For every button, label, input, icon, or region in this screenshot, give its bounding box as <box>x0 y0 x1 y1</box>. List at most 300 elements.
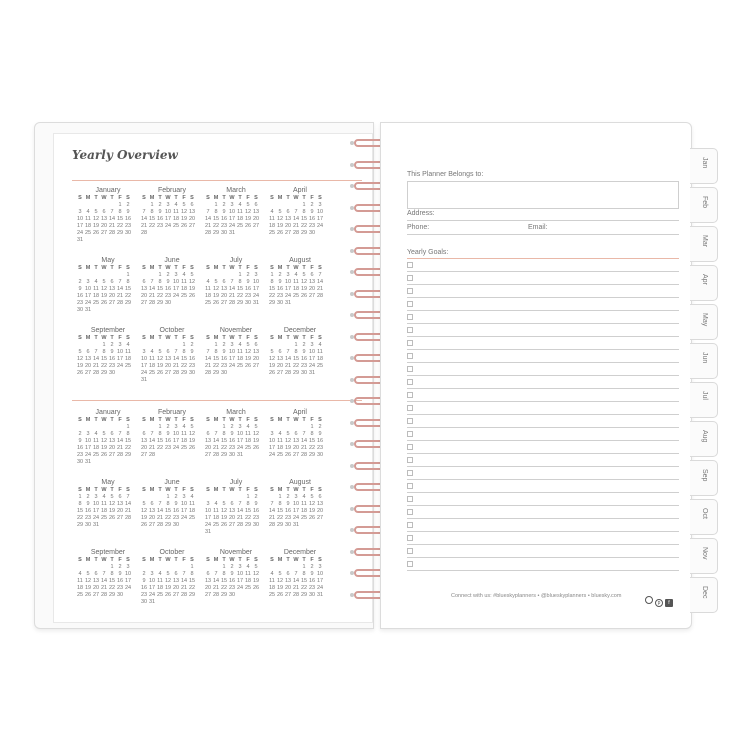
goal-line[interactable] <box>407 297 679 298</box>
day-cell: 17 <box>292 508 300 514</box>
day-cell: 26 <box>156 370 164 376</box>
day-cell: 4 <box>278 431 282 437</box>
day-cell: 3 <box>286 272 290 278</box>
day-cell: 18 <box>212 515 220 521</box>
empty-day <box>220 494 228 501</box>
empty-day <box>140 272 148 279</box>
day-cell: 16 <box>140 585 148 591</box>
day-cell: 23 <box>316 445 324 451</box>
goal-line[interactable] <box>407 570 679 571</box>
goal-checkbox[interactable] <box>407 288 413 294</box>
goal-checkbox[interactable] <box>407 522 413 528</box>
weekday-header: M <box>213 417 219 423</box>
goal-line[interactable] <box>407 310 679 311</box>
day-cell: 24 <box>124 585 132 591</box>
day-cell: 19 <box>268 363 276 369</box>
weekday-header: W <box>101 557 107 563</box>
day-cell: 17 <box>140 363 148 369</box>
day-cell: 19 <box>188 438 196 444</box>
goal-checkbox[interactable] <box>407 405 413 411</box>
day-cell: 19 <box>276 585 284 591</box>
goal-checkbox[interactable] <box>407 366 413 372</box>
goal-checkbox[interactable] <box>407 444 413 450</box>
day-cell: 26 <box>276 592 284 598</box>
phone-email-line[interactable] <box>407 234 679 235</box>
weekday-header: S <box>270 487 274 493</box>
day-cell: 30 <box>308 592 316 598</box>
weekday-header: T <box>286 487 290 493</box>
tab-label: Dec <box>701 586 708 599</box>
day-cell: 21 <box>140 223 148 229</box>
goal-line[interactable] <box>407 388 679 389</box>
tab-nov[interactable] <box>690 538 718 574</box>
goal-line[interactable] <box>407 375 679 376</box>
day-cell: 2 <box>222 342 226 348</box>
goal-checkbox[interactable] <box>407 327 413 333</box>
day-cell: 9 <box>78 438 82 444</box>
empty-day <box>148 342 156 349</box>
empty-day <box>76 272 84 279</box>
weekday-header: T <box>158 195 162 201</box>
day-cell: 13 <box>164 356 172 362</box>
pinterest-icon[interactable]: p <box>655 599 663 607</box>
day-cell: 2 <box>310 202 314 208</box>
day-cell: 20 <box>284 223 292 229</box>
day-cell: 24 <box>164 223 172 229</box>
day-cell: 16 <box>220 356 228 362</box>
day-cell: 31 <box>252 300 260 306</box>
day-cell: 28 <box>172 370 180 376</box>
day-cell: 17 <box>148 585 156 591</box>
day-cell: 9 <box>78 286 82 292</box>
day-cell: 31 <box>148 599 156 605</box>
weekday-header: M <box>85 557 91 563</box>
goal-checkbox[interactable] <box>407 379 413 385</box>
day-cell: 23 <box>308 223 316 229</box>
goal-checkbox[interactable] <box>407 275 413 281</box>
goal-line[interactable] <box>407 414 679 415</box>
day-cell: 23 <box>140 592 148 598</box>
day-cell: 15 <box>124 286 132 292</box>
weekday-header: W <box>165 265 171 271</box>
goal-checkbox[interactable] <box>407 496 413 502</box>
day-cell: 13 <box>116 501 124 507</box>
empty-day <box>100 564 108 571</box>
month-day-grid <box>268 265 332 307</box>
goal-checkbox[interactable] <box>407 392 413 398</box>
weekday-header: T <box>158 557 162 563</box>
day-cell: 28 <box>284 370 292 376</box>
day-cell: 23 <box>172 515 180 521</box>
day-cell: 17 <box>236 578 244 584</box>
day-cell: 3 <box>150 571 154 577</box>
empty-day <box>204 494 212 501</box>
day-cell: 27 <box>100 230 108 236</box>
day-cell: 31 <box>292 522 300 528</box>
day-cell: 16 <box>156 216 164 222</box>
day-cell: 13 <box>284 216 292 222</box>
day-cell: 12 <box>188 431 196 437</box>
day-cell: 12 <box>100 438 108 444</box>
weekday-header: S <box>318 265 322 271</box>
day-cell: 30 <box>76 459 84 465</box>
day-cell: 19 <box>212 293 220 299</box>
day-cell: 27 <box>220 300 228 306</box>
day-cell: 18 <box>92 293 100 299</box>
weekday-header: T <box>286 195 290 201</box>
goal-checkbox[interactable] <box>407 561 413 567</box>
goal-line[interactable] <box>407 427 679 428</box>
month-day-grid <box>268 417 332 459</box>
day-cell: 9 <box>310 209 314 215</box>
goal-line[interactable] <box>407 492 679 493</box>
day-cell: 20 <box>188 216 196 222</box>
day-cell: 24 <box>84 300 92 306</box>
day-cell: 4 <box>246 424 250 430</box>
day-cell: 29 <box>268 300 276 306</box>
weekday-header: W <box>165 417 171 423</box>
day-cell: 1 <box>238 272 242 278</box>
tab-sep[interactable] <box>690 460 718 496</box>
day-cell: 15 <box>220 438 228 444</box>
day-cell: 23 <box>108 363 116 369</box>
day-cell: 13 <box>100 216 108 222</box>
goal-line[interactable] <box>407 479 679 480</box>
weekday-header: W <box>165 557 171 563</box>
goal-line[interactable] <box>407 349 679 350</box>
empty-day <box>148 494 156 501</box>
month-july <box>204 256 268 326</box>
day-cell: 1 <box>302 564 306 570</box>
day-cell: 27 <box>164 370 172 376</box>
goal-line[interactable] <box>407 544 679 545</box>
tab-may[interactable] <box>690 304 718 340</box>
day-cell: 21 <box>300 445 308 451</box>
day-cell: 13 <box>308 279 316 285</box>
goal-line[interactable] <box>407 440 679 441</box>
weekday-header: S <box>270 265 274 271</box>
day-cell: 24 <box>236 445 244 451</box>
day-cell: 20 <box>316 508 324 514</box>
owner-name-field[interactable] <box>407 181 679 209</box>
weekday-header: M <box>85 417 91 423</box>
day-cell: 6 <box>102 209 106 215</box>
goal-line[interactable] <box>407 557 679 558</box>
empty-day <box>84 564 92 571</box>
goal-line[interactable] <box>407 453 679 454</box>
day-cell: 3 <box>174 272 178 278</box>
day-cell: 20 <box>308 286 316 292</box>
day-cell: 27 <box>204 452 212 458</box>
goal-line[interactable] <box>407 258 679 259</box>
weekday-header: S <box>270 417 274 423</box>
tab-jun[interactable] <box>690 343 718 379</box>
empty-day <box>284 202 292 209</box>
month-day-grid <box>76 487 140 529</box>
goal-line[interactable] <box>407 336 679 337</box>
goal-line[interactable] <box>407 362 679 363</box>
day-cell: 30 <box>228 592 236 598</box>
goal-checkbox[interactable] <box>407 262 413 268</box>
weekday-header: M <box>277 417 283 423</box>
day-cell: 29 <box>300 592 308 598</box>
tab-feb[interactable] <box>690 187 718 223</box>
weekday-header: S <box>318 487 322 493</box>
day-cell: 23 <box>276 293 284 299</box>
day-cell: 8 <box>190 571 194 577</box>
day-cell: 28 <box>156 522 164 528</box>
weekday-header: S <box>142 265 146 271</box>
day-cell: 15 <box>268 286 276 292</box>
day-cell: 30 <box>220 370 228 376</box>
day-cell: 10 <box>116 349 124 355</box>
day-cell: 25 <box>84 230 92 236</box>
tab-jul[interactable] <box>690 382 718 418</box>
day-cell: 18 <box>188 508 196 514</box>
day-cell: 7 <box>294 209 298 215</box>
goal-checkbox[interactable] <box>407 509 413 515</box>
goal-line[interactable] <box>407 505 679 506</box>
day-cell: 6 <box>278 349 282 355</box>
goal-checkbox[interactable] <box>407 418 413 424</box>
day-cell: 10 <box>84 286 92 292</box>
month-name: September <box>90 327 126 334</box>
day-cell: 23 <box>76 452 84 458</box>
goal-checkbox[interactable] <box>407 301 413 307</box>
day-cell: 22 <box>220 585 228 591</box>
day-cell: 31 <box>92 522 100 528</box>
month-may <box>76 256 140 326</box>
empty-day <box>140 342 148 349</box>
day-cell: 5 <box>222 501 226 507</box>
goal-line[interactable] <box>407 531 679 532</box>
goal-checkbox[interactable] <box>407 340 413 346</box>
weekday-header: W <box>229 417 235 423</box>
right-page <box>380 122 692 629</box>
empty-day <box>268 564 276 571</box>
day-cell: 29 <box>108 592 116 598</box>
day-cell: 3 <box>294 494 298 500</box>
day-cell: 9 <box>158 209 162 215</box>
day-cell: 28 <box>124 515 132 521</box>
month-november <box>204 326 268 396</box>
day-cell: 18 <box>148 363 156 369</box>
tab-mar[interactable] <box>690 226 718 262</box>
goal-checkbox[interactable] <box>407 548 413 554</box>
day-cell: 31 <box>84 307 92 313</box>
day-cell: 1 <box>222 564 226 570</box>
day-cell: 19 <box>156 363 164 369</box>
goal-line[interactable] <box>407 284 679 285</box>
day-cell: 18 <box>268 223 276 229</box>
day-cell: 15 <box>156 286 164 292</box>
day-cell: 26 <box>92 230 100 236</box>
day-cell: 18 <box>276 445 284 451</box>
day-cell: 9 <box>246 279 250 285</box>
day-cell: 11 <box>181 431 187 437</box>
day-cell: 1 <box>270 272 274 278</box>
day-cell: 8 <box>78 501 82 507</box>
day-cell: 17 <box>284 286 292 292</box>
day-cell: 19 <box>220 515 228 521</box>
day-cell: 3 <box>142 349 146 355</box>
day-cell: 23 <box>84 515 92 521</box>
day-cell: 27 <box>204 592 212 598</box>
month-day-grid <box>204 335 268 377</box>
empty-day <box>228 272 236 279</box>
day-cell: 14 <box>172 356 180 362</box>
day-cell: 7 <box>238 501 242 507</box>
day-cell: 11 <box>101 501 107 507</box>
month-november <box>204 548 268 618</box>
day-cell: 23 <box>252 515 260 521</box>
weekday-header: T <box>222 265 226 271</box>
day-cell: 11 <box>317 349 323 355</box>
goal-checkbox[interactable] <box>407 470 413 476</box>
facebook-icon[interactable]: f <box>665 599 673 607</box>
month-day-grid <box>204 417 268 459</box>
day-cell: 13 <box>140 286 148 292</box>
day-cell: 15 <box>124 438 132 444</box>
tab-dec[interactable] <box>690 577 718 613</box>
tab-jan[interactable] <box>690 148 718 184</box>
day-cell: 28 <box>292 592 300 598</box>
month-name: June <box>164 257 180 264</box>
empty-day <box>204 424 212 431</box>
weekday-header: S <box>78 195 82 201</box>
tab-apr[interactable] <box>690 265 718 301</box>
empty-day <box>108 202 116 209</box>
day-cell: 14 <box>148 438 156 444</box>
day-cell: 23 <box>308 585 316 591</box>
weekday-header: S <box>126 195 130 201</box>
day-cell: 20 <box>84 363 92 369</box>
weekday-header: S <box>126 417 130 423</box>
empty-day <box>148 564 156 571</box>
goal-checkbox[interactable] <box>407 353 413 359</box>
goal-checkbox[interactable] <box>407 535 413 541</box>
page-title: Yearly Overview <box>72 148 178 162</box>
address-line[interactable] <box>407 220 679 221</box>
day-cell: 19 <box>308 508 316 514</box>
weekday-header: S <box>190 265 194 271</box>
empty-day <box>300 424 308 431</box>
goal-checkbox[interactable] <box>407 314 413 320</box>
day-cell: 11 <box>237 209 243 215</box>
goal-line[interactable] <box>407 323 679 324</box>
day-cell: 21 <box>148 445 156 451</box>
empty-day <box>156 494 164 501</box>
day-cell: 25 <box>244 445 252 451</box>
goal-line[interactable] <box>407 466 679 467</box>
goal-line[interactable] <box>407 271 679 272</box>
day-cell: 10 <box>172 279 180 285</box>
day-cell: 1 <box>126 424 130 430</box>
empty-day <box>92 272 100 279</box>
weekday-header: F <box>310 417 314 423</box>
weekday-header: S <box>206 265 210 271</box>
day-cell: 23 <box>284 515 292 521</box>
tab-label: Mar <box>701 235 708 248</box>
tab-label: Aug <box>701 430 708 443</box>
day-cell: 24 <box>316 585 324 591</box>
weekday-header: M <box>149 557 155 563</box>
goal-line[interactable] <box>407 518 679 519</box>
day-cell: 16 <box>84 508 92 514</box>
day-cell: 27 <box>172 592 180 598</box>
instagram-icon[interactable] <box>645 596 653 604</box>
month-day-grid <box>140 195 204 237</box>
day-cell: 7 <box>214 571 218 577</box>
day-cell: 12 <box>252 571 260 577</box>
weekday-header: S <box>142 417 146 423</box>
weekday-header: W <box>293 265 299 271</box>
day-cell: 20 <box>252 356 260 362</box>
day-cell: 9 <box>118 571 122 577</box>
day-cell: 13 <box>204 438 212 444</box>
day-cell: 2 <box>310 564 314 570</box>
day-cell: 25 <box>180 445 188 451</box>
tab-oct[interactable] <box>690 499 718 535</box>
goal-checkbox[interactable] <box>407 457 413 463</box>
empty-day <box>220 272 228 279</box>
weekday-header: M <box>213 557 219 563</box>
day-cell: 6 <box>166 349 170 355</box>
empty-day <box>116 424 124 431</box>
day-cell: 14 <box>92 356 100 362</box>
day-cell: 22 <box>100 363 108 369</box>
day-cell: 25 <box>268 592 276 598</box>
goal-checkbox[interactable] <box>407 431 413 437</box>
day-cell: 15 <box>220 578 228 584</box>
day-cell: 1 <box>214 342 218 348</box>
day-cell: 12 <box>252 431 260 437</box>
day-cell: 6 <box>190 202 194 208</box>
day-cell: 2 <box>278 272 282 278</box>
weekday-header: M <box>149 265 155 271</box>
empty-day <box>204 564 212 571</box>
weekday-header: F <box>118 335 122 341</box>
day-cell: 2 <box>222 202 226 208</box>
day-cell: 11 <box>189 501 195 507</box>
day-cell: 11 <box>173 209 179 215</box>
day-cell: 10 <box>76 216 84 222</box>
weekday-header: S <box>270 195 274 201</box>
day-cell: 8 <box>238 279 242 285</box>
day-cell: 10 <box>268 438 276 444</box>
weekday-header: T <box>94 557 98 563</box>
day-cell: 11 <box>237 349 243 355</box>
day-cell: 31 <box>84 459 92 465</box>
day-cell: 30 <box>164 300 172 306</box>
day-cell: 6 <box>150 501 154 507</box>
day-cell: 6 <box>286 571 290 577</box>
tab-label: May <box>701 313 708 327</box>
day-cell: 11 <box>149 356 155 362</box>
day-cell: 6 <box>318 494 322 500</box>
tab-aug[interactable] <box>690 421 718 457</box>
day-cell: 22 <box>212 223 220 229</box>
phone-label: Phone: <box>407 224 430 231</box>
day-cell: 24 <box>76 230 84 236</box>
goal-line[interactable] <box>407 401 679 402</box>
day-cell: 6 <box>222 279 226 285</box>
goal-checkbox[interactable] <box>407 483 413 489</box>
day-cell: 24 <box>308 363 316 369</box>
day-cell: 7 <box>302 431 306 437</box>
day-cell: 11 <box>85 216 91 222</box>
weekday-header: T <box>238 195 242 201</box>
